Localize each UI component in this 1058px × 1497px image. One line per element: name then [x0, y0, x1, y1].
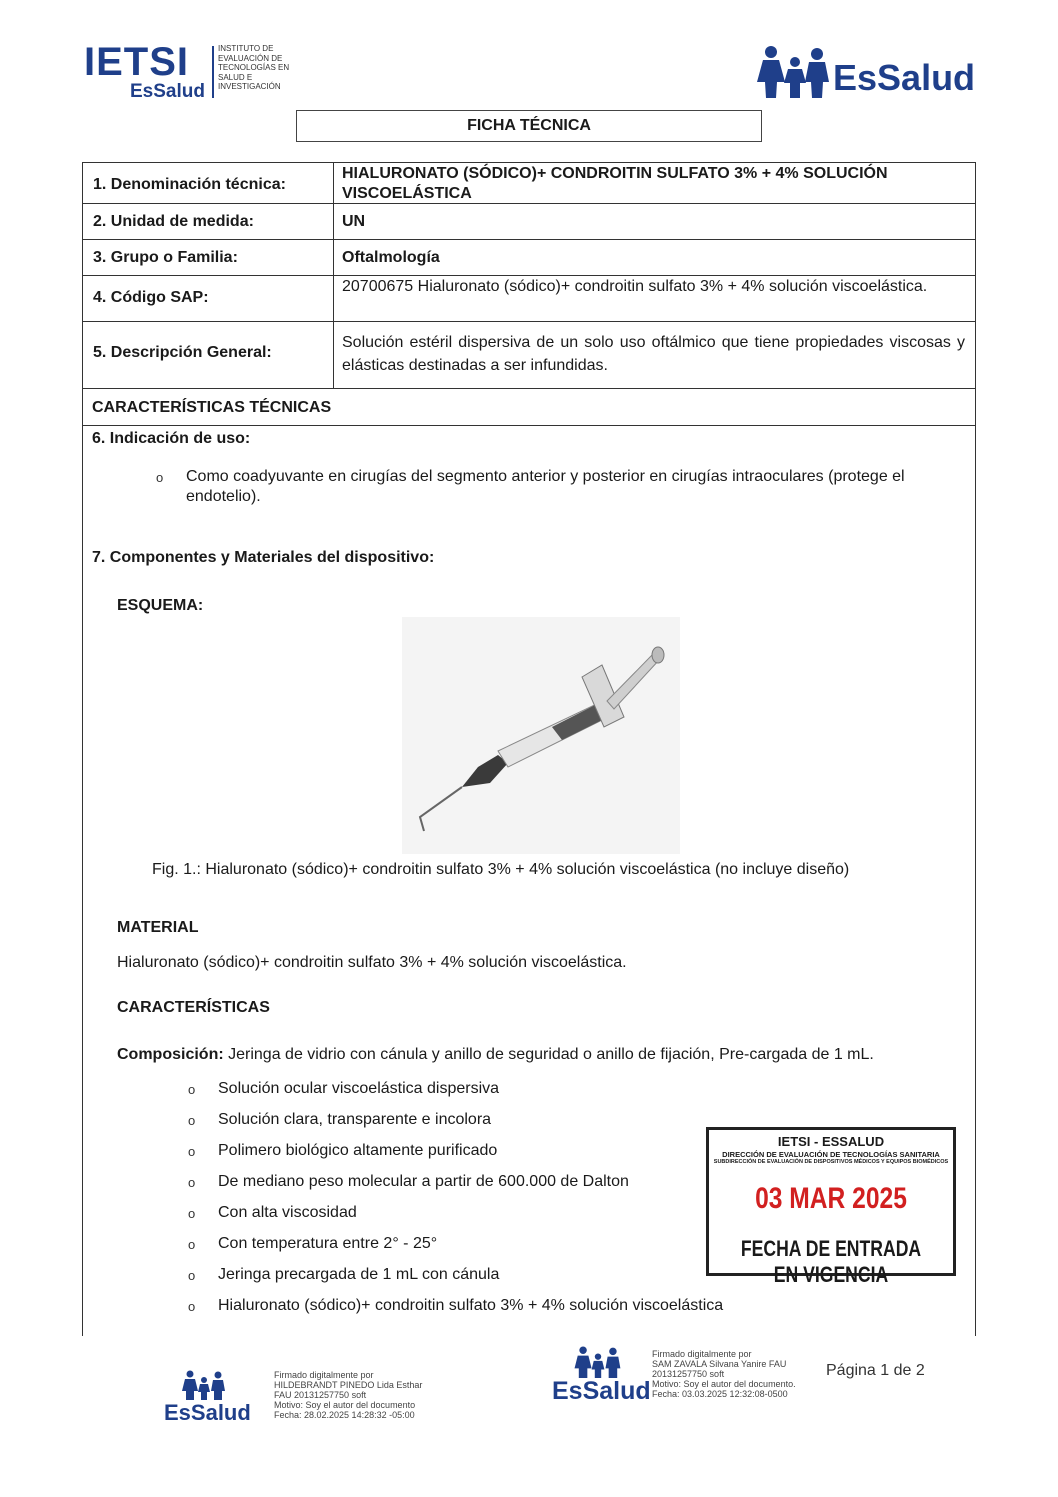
row-value: 20700675 Hialuronato (sódico)+ condroitin sulfato 3% + 4% solución viscoelástica. [342, 278, 928, 295]
row-label: 2. Unidad de medida: [93, 213, 254, 230]
section6-heading: 6. Indicación de uso: [92, 430, 251, 447]
essalud-logo-word: EsSalud [833, 57, 976, 98]
ietsi-logo [84, 40, 304, 102]
page-number: Página 1 de 2 [826, 1362, 925, 1379]
footer-logo-left [164, 1366, 254, 1426]
bullet-marker: o [188, 1299, 196, 1314]
syringe-image [402, 617, 680, 854]
row-label: 1. Denominación técnica: [93, 176, 286, 193]
ietsi-logo-main: IETSI [84, 40, 190, 84]
validity-stamp [706, 1127, 956, 1287]
table-row [82, 240, 976, 276]
char-bullet: Polimero biológico altamente purificado [218, 1142, 498, 1159]
row-value: Oftalmología [342, 249, 440, 266]
table-row [82, 322, 976, 389]
caracteristicas-heading: CARACTERÍSTICAS [117, 999, 270, 1016]
section7-heading: 7. Componentes y Materiales del dispositivo: [92, 549, 435, 566]
row-value: Solución estéril dispersiva de un solo uso oftálmico que tiene propiedades viscosas y elásticas destinadas a ser infundidas. [342, 334, 965, 374]
composicion-line [117, 1045, 874, 1065]
esquema-label: ESQUEMA: [117, 597, 204, 614]
row-label: 5. Descripción General: [93, 344, 272, 361]
stamp-label: FECHA DE ENTRADA EN VIGENCIA [740, 1236, 922, 1287]
bullet-marker: o [188, 1175, 196, 1190]
bullet-marker: o [188, 1268, 196, 1283]
row-label: 3. Grupo o Familia: [93, 249, 238, 266]
table-row [82, 162, 976, 204]
bullet-marker: o [188, 1144, 196, 1159]
char-bullet: Jeringa precargada de 1 mL con cánula [218, 1266, 500, 1283]
char-bullet: De mediano peso molecular a partir de 600.000 de Dalton [218, 1173, 629, 1190]
signature-left: Firmado digitalmente por HILDEBRANDT PINEDO Lida Esthar FAU 20131257750 soft Motivo: Soy el autor del documento Fecha: 28.02.2025 14:28:32 -05:00 [274, 1370, 423, 1420]
stamp-date: 03 MAR 2025 [755, 1182, 907, 1215]
bullet-marker: o [188, 1113, 196, 1128]
char-bullet: Con temperatura entre 2° - 25° [218, 1235, 438, 1252]
section6-bullet: Como coadyuvante en cirugías del segmento anterior y posterior en cirugías intraoculares (protege el endotelio). [186, 468, 905, 505]
ietsi-institute-text: INSTITUTO DE EVALUACIÓN DE TECNOLOGÍAS EN SALUD E INVESTIGACIÓN [218, 44, 290, 91]
section-header: CARACTERÍSTICAS TÉCNICAS [92, 399, 332, 416]
char-bullet: Con alta viscosidad [218, 1204, 357, 1221]
family-icon [574, 1346, 622, 1378]
signature-right: Firmado digitalmente por SAM ZAVALA Silvana Yanire FAU 20131257750 soft Motivo: Soy el autor del documento. Fecha: 03.03.2025 12:32:08-0500 [652, 1349, 796, 1399]
family-icon [182, 1370, 226, 1400]
ietsi-logo-sub: EsSalud [130, 81, 205, 102]
essalud-logo [757, 44, 982, 104]
bullet-marker: o [188, 1237, 196, 1252]
figure-caption: Fig. 1.: Hialuronato (sódico)+ condroitin sulfato 3% + 4% solución viscoelástica (no incluye diseño) [152, 861, 850, 878]
bullet-marker: o [188, 1206, 196, 1221]
composicion-label: Composición: [117, 1046, 224, 1063]
material-text: Hialuronato (sódico)+ condroitin sulfato 3% + 4% solución viscoelástica. [117, 954, 627, 971]
footer-logo-word: EsSalud [164, 1400, 251, 1425]
page-title: FICHA TÉCNICA [296, 110, 762, 142]
bullet-marker: o [156, 470, 164, 485]
footer-logo-word: EsSalud [552, 1377, 651, 1405]
bullet-marker: o [188, 1082, 196, 1097]
char-bullet: Hialuronato (sódico)+ condroitin sulfato 3% + 4% solución viscoelástica [218, 1297, 724, 1314]
table-row [82, 276, 976, 322]
ietsi-logo-divider [212, 46, 214, 98]
stamp-direction: DIRECCIÓN DE EVALUACIÓN DE TECNOLOGÍAS SANITARIA [722, 1150, 940, 1159]
char-bullet: Solución clara, transparente e incolora [218, 1111, 492, 1128]
stamp-subdirection: SUBDIRECCIÓN DE EVALUACIÓN DE DISPOSITIVOS MÉDICOS Y EQUIPOS BIOMÉDICOS [713, 1159, 949, 1165]
row-value: UN [342, 213, 366, 230]
footer-logo-center [552, 1346, 652, 1406]
section-header-row [82, 389, 976, 426]
material-heading: MATERIAL [117, 919, 199, 936]
row-label: 4. Código SAP: [93, 289, 209, 306]
family-icon [757, 44, 831, 100]
char-bullet: Solución ocular viscoelástica dispersiva [218, 1080, 500, 1097]
table-row [82, 204, 976, 240]
stamp-org: IETSI - ESSALUD [777, 1134, 885, 1149]
row-value: HIALURONATO (SÓDICO)+ CONDROITIN SULFATO 3% + 4% SOLUCIÓN VISCOELÁSTICA [342, 165, 888, 202]
composicion-text: Jeringa de vidrio con cánula y anillo de seguridad o anillo de fijación, Pre-cargada de 1 mL. [223, 1046, 874, 1063]
